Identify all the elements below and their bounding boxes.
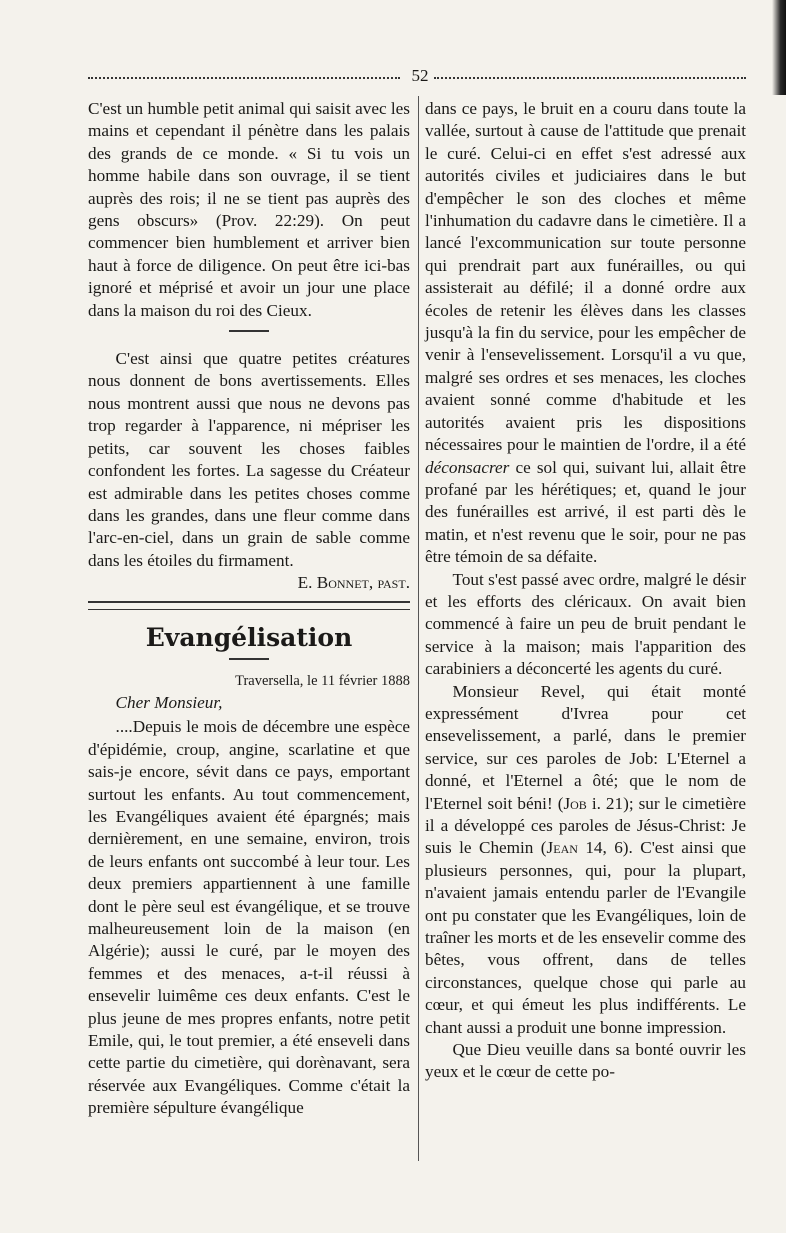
text-span: 14, 6). C'est ainsi que plusieurs personnes, qui, pour la plupart, n'avaient jamais entendu parler de l'Evangile ont pu constater que les Evangéliques, loin de traîner les morts et de les ensevelir comme des bêtes, vous offrent, dans de telles circonstances, quelque chose qui parle au cœur, et qui émeut les plus indifférents. Le chant aussi a produit une bonne impression. (425, 838, 746, 1037)
text-span: i. 21); sur le cimetière il a développé ces paroles de Jésus-Christ: Je suis le Chemin ( (425, 793, 746, 858)
page-edge-shadow (772, 0, 786, 95)
title-rule (229, 658, 269, 662)
paragraph: Tout s'est passé avec ordre, malgré le désir et les efforts des cléricaux. On avait bien commencé à faire un peu de bruit pendant le service à la maison; mais l'apparition des carabiniers a déconcerté les agents du curé. (425, 569, 746, 679)
scripture-reference: Job (563, 793, 587, 813)
left-column (88, 98, 410, 1120)
paragraph: Que Dieu veuille dans sa bonté ouvrir les yeux et le cœur de cette po- (425, 1040, 746, 1082)
dateline: Traversella, le 11 février 1888 (235, 672, 410, 689)
text-span: Monsieur Revel, qui était monté expressément d'Ivrea pour cet ensevelissement, a parlé, dans le premier service, sur ces paroles de Job: L'Eternel a donné, et l'Eternel a ôté; que le nom de l'Eternel soit béni! ( (425, 681, 746, 813)
column-divider (418, 96, 419, 1161)
text-span: ce sol qui, suivant lui, allait être profané par les hérétiques; et, quand le jour des funérailles est arrivé, il est parti dès le matin, et n'est revenu que le soir, pour ne pas être témoin de sa défaite. (425, 457, 746, 567)
paragraph: C'est un humble petit animal qui saisit avec les mains et cependant il pénètre dans les palais des grands de ce monde. « Si tu vois un homme habile dans son ouvrage, il se tient auprès des rois; il ne se tient pas auprès des gens obscurs» (Prov. 22:29). On peut commencer bien humblement et arriver bien haut à force de diligence. On peut être ici-bas ignoré et méprisé et avoir un jour une place dans la maison du roi des Cieux. (88, 99, 410, 320)
section-title: Evangélisation (145, 622, 353, 652)
scripture-reference: Jean (546, 838, 578, 858)
header-rule-right (434, 77, 746, 79)
paragraph (425, 98, 746, 569)
separator-rule (229, 330, 269, 334)
salutation: Cher Monsieur, (115, 692, 223, 712)
header-rule-left (88, 77, 400, 79)
paragraph (425, 681, 746, 1040)
page-header (88, 66, 746, 90)
paragraph: C'est ainsi que quatre petites créatures nous donnent de bons avertissements. Elles nous montrent aussi que nous ne devons pas trop regarder à l'apparence, ni mépriser les petits, car souvent les choses faibles confondent les fortes. La sagesse du Créateur est admirable dans les petites choses comme dans les grandes, dans une fleur comme dans l'arc-en-ciel, dans un grain de sable comme dans les étoiles du firmament. (88, 349, 410, 570)
page-number: 52 (411, 66, 429, 85)
paragraph: ....Depuis le mois de décembre une espèce d'épidémie, croup, angine, scarlatine et que sais-je encore, sévit dans ce pays, emportant surtout les enfants. Au tout commencement, les Evangéliques avaient été épargnés; mais dernièrement, en une semaine, environ, trois de leurs enfants ont succombé à leur tour. Les deux premiers appartiennent à une famille dont le père seul est évangélique, et se trouve malheureusement loin de la maison (en Algérie); aussi le curé, par le moyen des femmes et des menaces, a-t-il réussi à ensevelir luimême ces deux enfants. C'est le plus jeune de mes propres enfants, notre petit Emile, qui, le tout premier, a été enseveli dans cette partie du cimetière, qui dorènavant, sera réservée aux Evangéliques. Comme c'était la première sépulture évangélique (88, 717, 410, 1118)
section-divider (88, 601, 410, 610)
right-column (425, 98, 746, 1084)
text-span: dans ce pays, le bruit en a couru dans toute la vallée, surtout à cause de l'attitude que prenait le curé. Celui-ci en effet s'est adressé aux autorités civiles et judiciaires dans le but d'empêcher le son des cloches et même l'inhumation du cadavre dans le cimetière. Il a lancé l'excommunication sur toute personne qui prendrait part aux funérailles, ou qui assisterait au défilé; il a donné ordre aux écoles de retenir les élèves dans les classes jusqu'à la fin du service, pour les empêcher de venir à l'ensevelissement. Lorsqu'il a vu que, malgré ses ordres et ses menaces, les cloches avaient sonné comme d'habitude et les autorités avaient pris les dispositions nécessaires pour le maintien de l'ordre, il a été (425, 99, 746, 455)
emphasis: déconsacrer (425, 457, 510, 477)
signature: E. Bonnet, past. (297, 573, 410, 593)
